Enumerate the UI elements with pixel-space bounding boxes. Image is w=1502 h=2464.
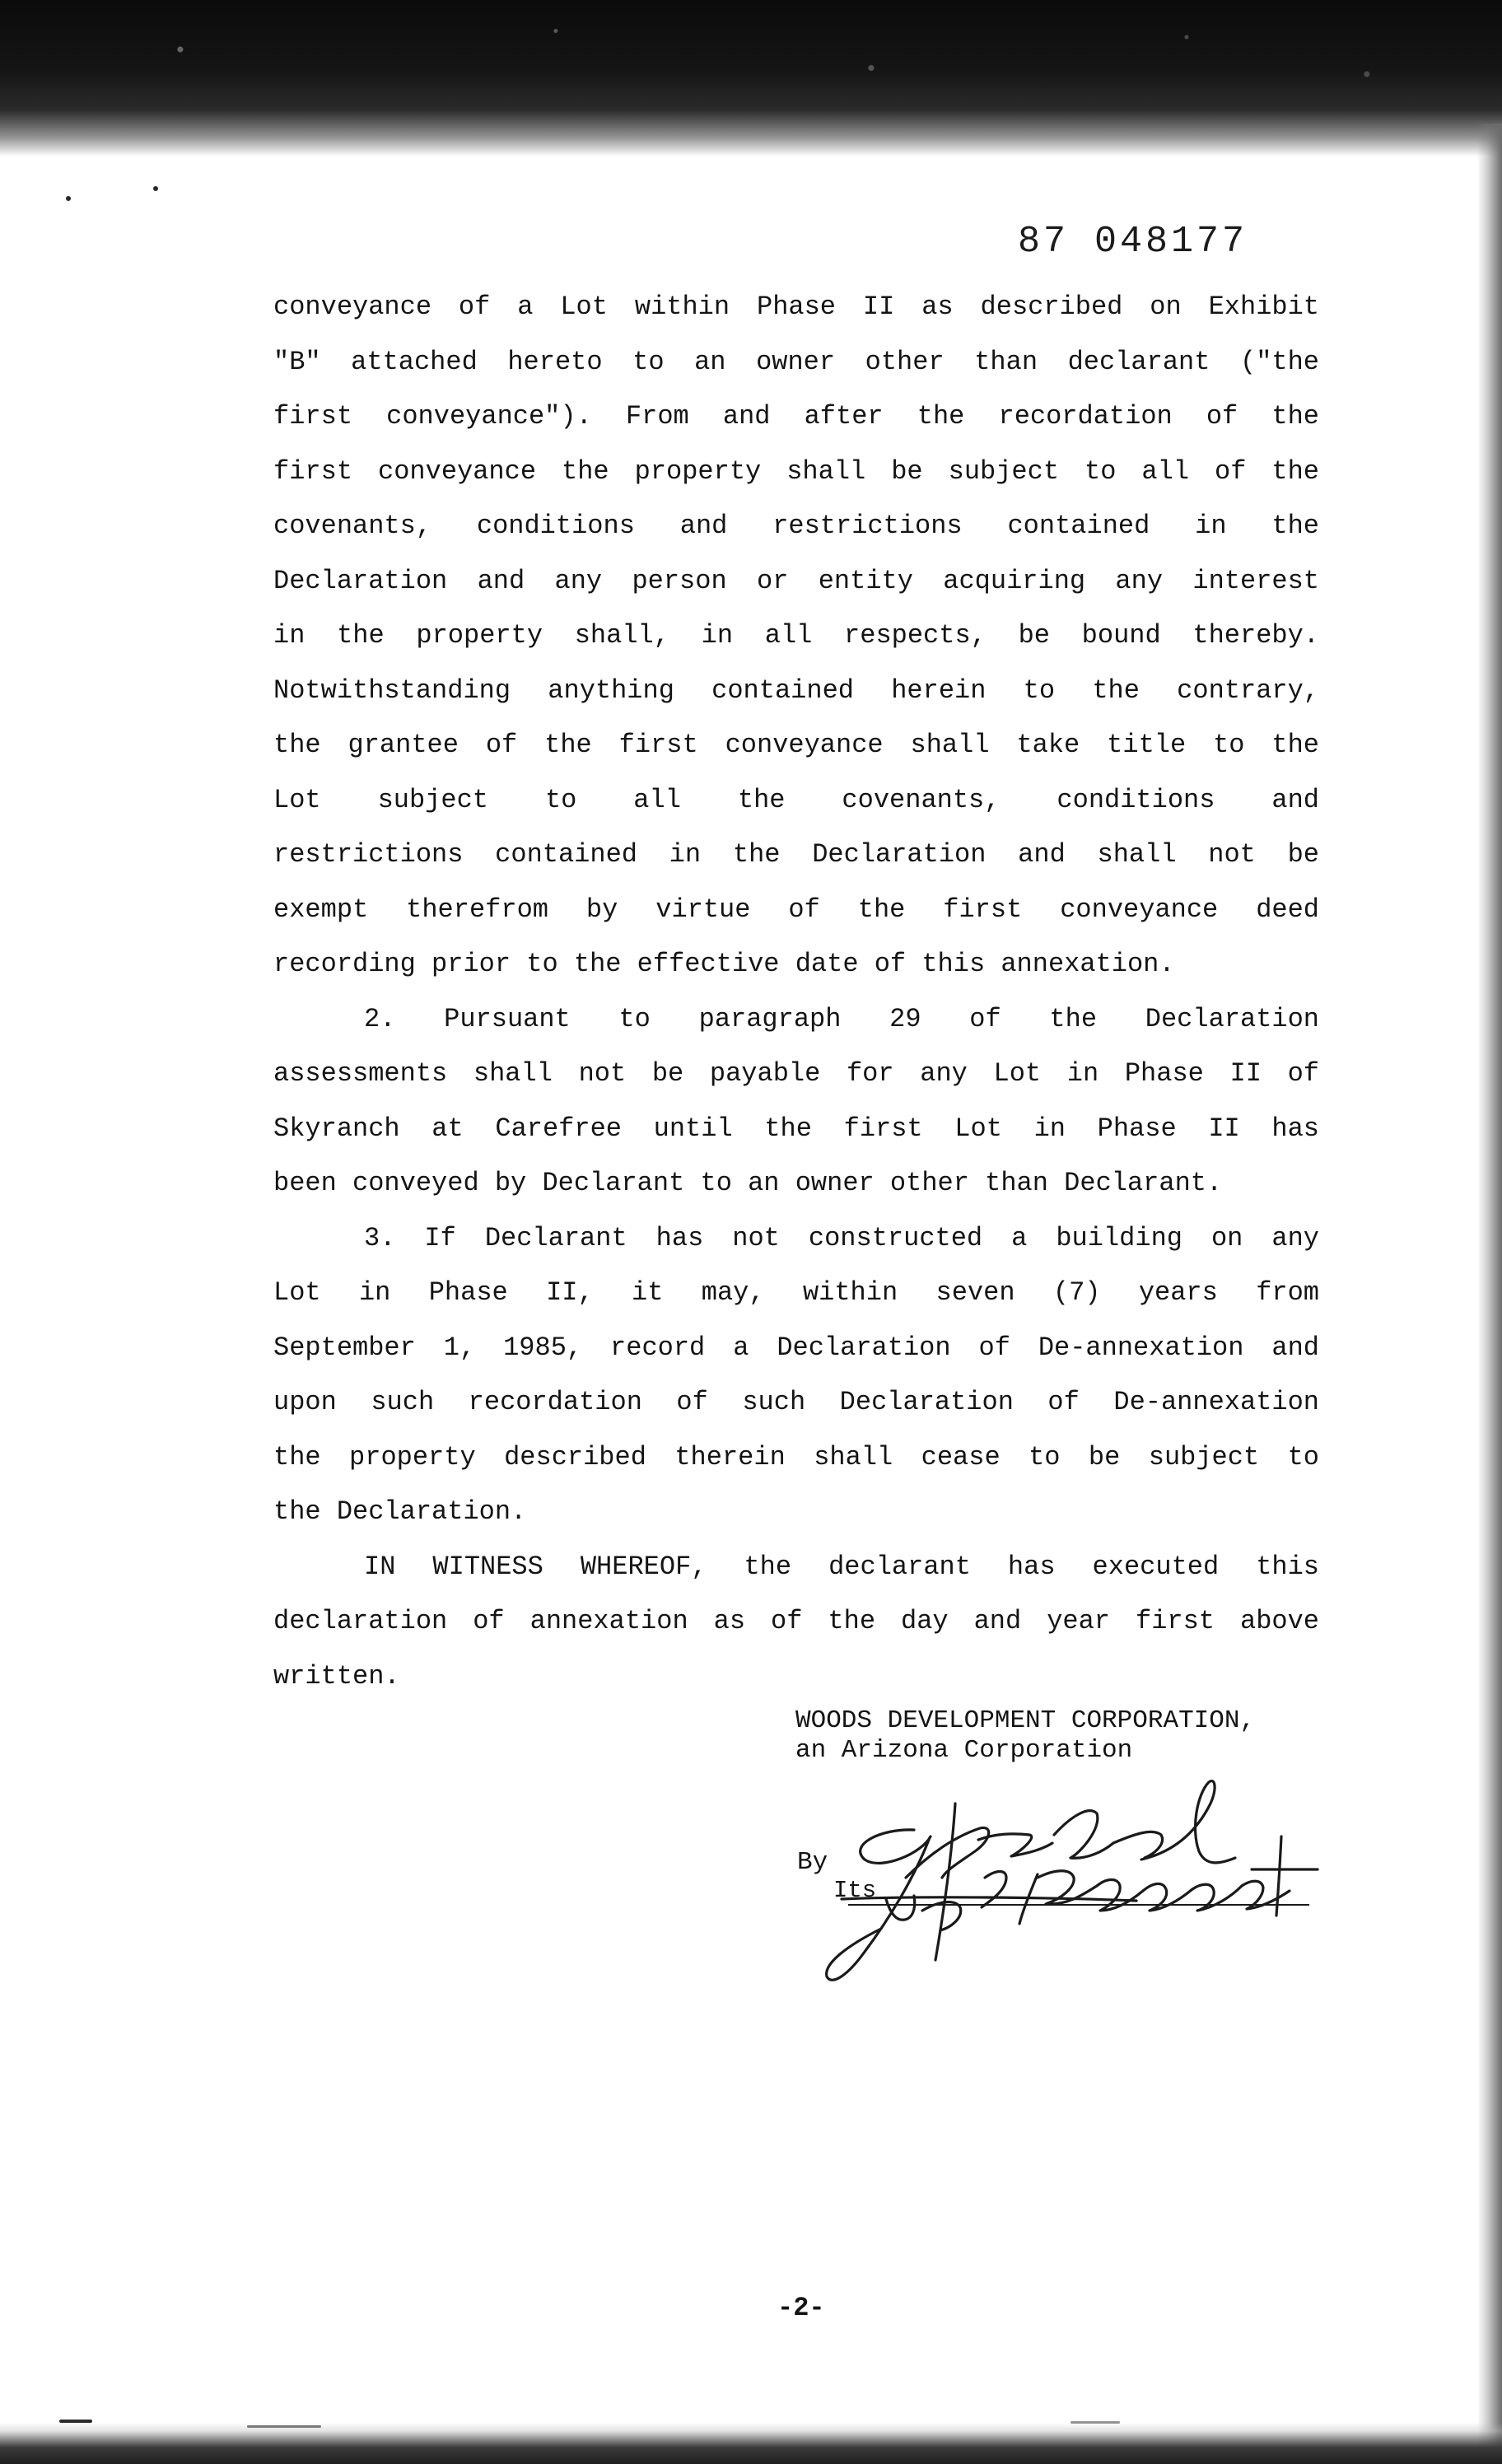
by-label: By (797, 1848, 828, 1877)
page-number: -2- (777, 2293, 825, 2323)
body-line: declaration of annexation as of the day and year first above (273, 1606, 1319, 1636)
scan-border-right (1477, 124, 1502, 2464)
body-line: Lot subject to all the covenants, conditions and (273, 784, 1319, 815)
scan-speck (66, 196, 71, 201)
corporation-name: WOODS DEVELOPMENT CORPORATION, (795, 1706, 1256, 1735)
body-line: Declaration and any person or entity acquiring any interest (273, 565, 1319, 596)
body-line: Skyranch at Carefree until the first Lot in Phase II has (273, 1113, 1319, 1144)
body-line: Lot in Phase II, it may, within seven (7) years from (273, 1277, 1319, 1308)
scan-speck (1071, 2421, 1120, 2424)
body-line: the Declaration. (273, 1496, 527, 1527)
body-line: recording prior to the effective date of this annexation. (273, 949, 1175, 979)
handwritten-signature (791, 1754, 1334, 2001)
body-line: covenants, conditions and restrictions contained in the (273, 511, 1319, 541)
scan-speck (247, 2425, 321, 2428)
body-line: written. (273, 1660, 400, 1692)
body-line: exempt therefrom by virtue of the first conveyance deed (273, 894, 1319, 925)
body-line: September 1, 1985, record a Declaration of De-annexation and (273, 1332, 1319, 1363)
scan-border-bottom (0, 2423, 1502, 2464)
corporation-state: an Arizona Corporation (795, 1736, 1133, 1765)
scan-speck (153, 186, 158, 191)
recording-number: 87 048177 (1018, 221, 1248, 263)
body-line: the grantee of the first conveyance shall take title to the (273, 730, 1319, 760)
scan-noise-top (0, 0, 1502, 124)
body-line: "B" attached hereto to an owner other than declarant ("the (273, 346, 1319, 377)
body-line: restrictions contained in the Declaration and shall not be (273, 839, 1319, 870)
body-line: assessments shall not be payable for any Lot in Phase II of (273, 1058, 1319, 1089)
body-line: conveyance of a Lot within Phase II as described on Exhibit (273, 292, 1319, 322)
body-line: first conveyance"). From and after the recordation of the (273, 401, 1319, 432)
body-line: been conveyed by Declarant to an owner other than Declarant. (273, 1168, 1223, 1198)
body-line: first conveyance the property shall be subject to all of the (273, 455, 1319, 487)
its-label: Its (833, 1877, 877, 1904)
body-line: the property described therein shall cease to be subject to (273, 1441, 1319, 1472)
body-line: in the property shall, in all respects, be bound thereby. (273, 620, 1319, 651)
body-line: upon such recordation of such Declaration of De-annexation (273, 1387, 1319, 1417)
body-line: Notwithstanding anything contained herein to the contrary, (273, 674, 1319, 706)
witness-clause-first-line: IN WITNESS WHEREOF, the declarant has executed this (364, 1551, 1319, 1582)
paragraph-2-first-line: 2. Pursuant to paragraph 29 of the Declaration (364, 1003, 1319, 1034)
scan-speck (59, 2420, 92, 2423)
paragraph-3-first-line: 3. If Declarant has not constructed a building on any (364, 1222, 1319, 1253)
declaration-body (273, 280, 1319, 1704)
